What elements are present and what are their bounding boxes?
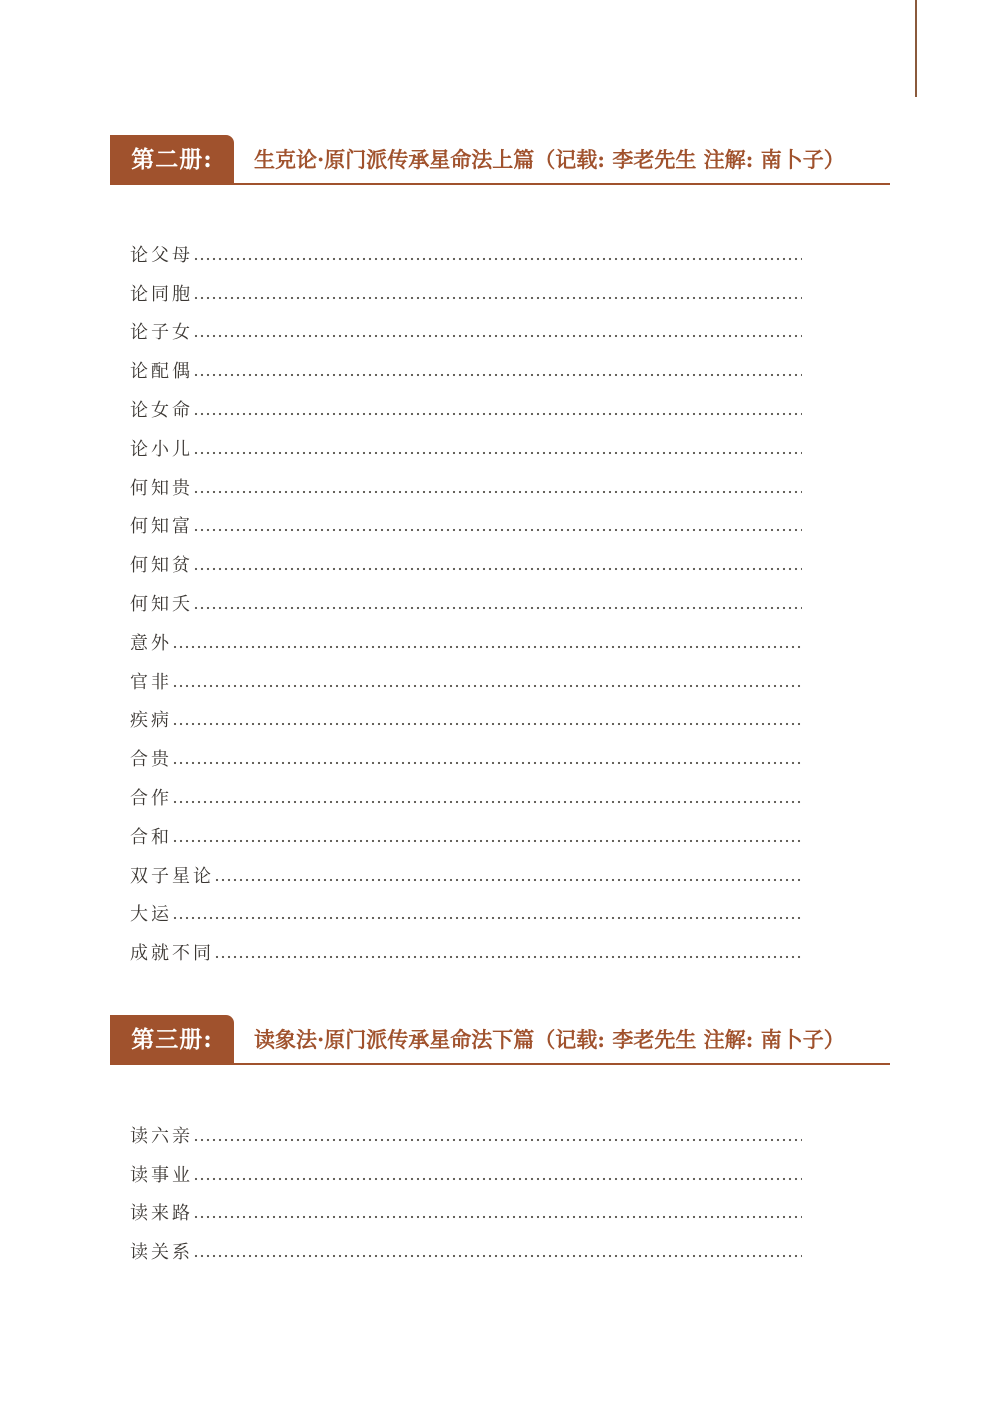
toc-entry[interactable] [130, 268, 802, 307]
dot-leader [172, 682, 802, 690]
toc-entry-label: 读关系 [130, 1242, 193, 1264]
toc-entry[interactable] [130, 1226, 802, 1265]
dot-leader [214, 953, 802, 961]
section-label: 第三册: [110, 1015, 234, 1065]
section-title: 生克论·原门派传承星命法上篇（记载: 李老先生 注解: 南卜子） [254, 147, 845, 172]
dot-leader [193, 1213, 802, 1221]
section-underline [234, 183, 890, 185]
dot-leader [214, 876, 802, 884]
toc-entry-label: 成就不同 [130, 943, 214, 965]
section-underline [234, 1063, 890, 1065]
toc-entry-label: 论父母 [130, 244, 193, 266]
dot-leader [172, 643, 802, 651]
toc-entry-label: 合和 [130, 826, 172, 848]
toc-entry-label: 论配偶 [130, 361, 193, 383]
dot-leader [193, 565, 802, 573]
toc-entry-label: 大运 [130, 904, 172, 926]
toc-entry-label: 读来路 [130, 1203, 193, 1225]
toc-entry[interactable] [130, 656, 802, 695]
toc-entry-label: 双子星论 [130, 865, 214, 887]
toc-entry[interactable] [130, 229, 802, 268]
dot-leader [193, 1175, 802, 1183]
toc-entry[interactable] [130, 307, 802, 346]
toc-entry[interactable] [130, 733, 802, 772]
top-edge-rule [915, 0, 917, 97]
dot-leader [193, 488, 802, 496]
toc-entry[interactable] [130, 695, 802, 734]
toc-entry-label: 何知夭 [130, 593, 193, 615]
toc-entry[interactable] [130, 423, 802, 462]
toc-entry[interactable] [130, 617, 802, 656]
toc-entry[interactable] [130, 772, 802, 811]
dot-leader [193, 604, 802, 612]
toc-entry-label: 何知贫 [130, 555, 193, 577]
toc-entry-label: 读事业 [130, 1164, 193, 1186]
toc-entry[interactable] [130, 1188, 802, 1227]
toc-entry[interactable] [130, 578, 802, 617]
toc-entry[interactable] [130, 1110, 802, 1149]
dot-leader [172, 914, 802, 922]
toc-entry-label: 意外 [130, 632, 172, 654]
toc-entry[interactable] [130, 345, 802, 384]
toc-entry[interactable] [130, 811, 802, 850]
toc-entry[interactable] [130, 1149, 802, 1188]
dot-leader [193, 332, 802, 340]
section-header-volume-2 [110, 135, 890, 185]
toc-entry-label: 合作 [130, 787, 172, 809]
toc-entry[interactable] [130, 501, 802, 540]
dot-leader [193, 1252, 802, 1260]
dot-leader [193, 294, 802, 302]
dot-leader [193, 526, 802, 534]
dot-leader [193, 410, 802, 418]
toc-entry-label: 读六亲 [130, 1125, 193, 1147]
dot-leader [193, 371, 802, 379]
toc-entry[interactable] [130, 384, 802, 423]
toc-entry-label: 论女命 [130, 399, 193, 421]
dot-leader [172, 837, 802, 845]
toc-entry-label: 合贵 [130, 749, 172, 771]
toc-entry-label: 论同胞 [130, 283, 193, 305]
toc-entry-label: 官非 [130, 671, 172, 693]
toc-entry-label: 论子女 [130, 322, 193, 344]
toc-entry[interactable] [130, 889, 802, 928]
dot-leader [193, 449, 802, 457]
section-label: 第二册: [110, 135, 234, 185]
toc-entry[interactable] [130, 462, 802, 501]
section-header-volume-3 [110, 1015, 890, 1065]
dot-leader [172, 798, 802, 806]
toc-list-volume-3 [130, 1110, 802, 1265]
toc-entry-label: 疾病 [130, 710, 172, 732]
toc-entry[interactable] [130, 927, 802, 966]
dot-leader [193, 1136, 802, 1144]
toc-entry[interactable] [130, 850, 802, 889]
section-title: 读象法·原门派传承星命法下篇（记载: 李老先生 注解: 南卜子） [254, 1027, 845, 1052]
dot-leader [172, 759, 802, 767]
dot-leader [172, 720, 802, 728]
dot-leader [193, 255, 802, 263]
toc-entry-label: 何知富 [130, 516, 193, 538]
toc-list-volume-2 [130, 229, 802, 966]
toc-entry-label: 何知贵 [130, 477, 193, 499]
toc-entry[interactable] [130, 539, 802, 578]
toc-entry-label: 论小儿 [130, 438, 193, 460]
